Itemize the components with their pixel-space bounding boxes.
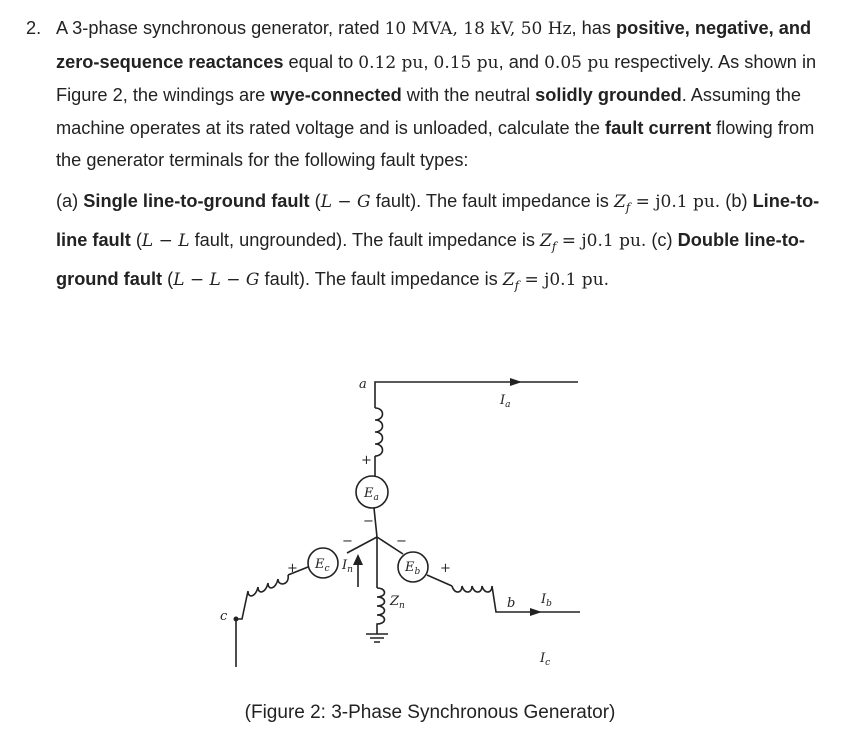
zf-sub: f xyxy=(625,200,631,215)
node-a-label: a xyxy=(359,377,367,392)
label-ib xyxy=(540,592,552,609)
eb-main: E xyxy=(405,560,415,575)
node-b-label: b xyxy=(507,596,516,611)
label-eb xyxy=(404,560,421,577)
rating: 10 MVA, 18 kV, 50 Hz xyxy=(384,19,572,39)
zf-symbol: Z xyxy=(540,230,552,251)
bold-dlg: Double line-to-ground fault xyxy=(56,229,805,289)
zn-main: Z xyxy=(390,594,400,609)
ea-sub: a xyxy=(373,493,379,503)
zf-sub: f xyxy=(551,239,557,254)
zn-sub: n xyxy=(399,601,405,611)
label-ic xyxy=(539,651,550,667)
text: , has xyxy=(571,18,617,38)
text: , and xyxy=(498,51,545,72)
in-sub: n xyxy=(347,565,353,575)
label-in xyxy=(341,558,353,575)
arrow-ia xyxy=(510,378,522,386)
eb-plus: + xyxy=(440,561,451,576)
label-ea xyxy=(363,486,379,503)
ea-plus: + xyxy=(361,453,372,468)
wire-ea-neutral xyxy=(374,508,377,537)
fault-type-a: L − G xyxy=(320,191,371,212)
ground-symbol xyxy=(366,634,388,642)
label-ia xyxy=(499,393,511,410)
zf-value: = j0.1 pu. xyxy=(630,191,721,212)
bold-wye: wye-connected xyxy=(270,85,402,105)
zero-seq-value: 0.05 pu xyxy=(544,52,610,73)
ea-minus: − xyxy=(363,514,374,529)
ec-plus: + xyxy=(287,561,298,576)
zf-symbol: Z xyxy=(613,191,626,212)
text: ( xyxy=(130,229,142,250)
bold-ll: Line-to-line fault xyxy=(56,190,820,250)
ea-main: E xyxy=(364,486,374,501)
bold-slg: Single line-to-ground fault xyxy=(83,190,310,211)
ia-sub: a xyxy=(505,400,511,410)
zf-value: = j0.1 pu. xyxy=(556,230,647,251)
text: ( xyxy=(309,190,321,211)
bold-fault-current: fault current xyxy=(605,117,712,138)
eb-sub: b xyxy=(414,567,421,577)
text: equal to xyxy=(283,51,359,72)
node-c-label: c xyxy=(220,609,228,624)
wire-a xyxy=(375,382,578,408)
figure-caption: (Figure 2: 3-Phase Synchronous Generator) xyxy=(244,702,616,723)
arrow-ib xyxy=(530,608,542,616)
zf-sub: f xyxy=(514,278,520,293)
ec-minus: − xyxy=(342,534,353,549)
coil-c xyxy=(236,575,288,667)
problem-paragraph-1 xyxy=(56,12,826,177)
generator-figure xyxy=(220,372,600,667)
ib-sub: b xyxy=(546,599,552,609)
coil-zn xyxy=(377,588,385,634)
text: with the neutral xyxy=(401,85,536,105)
text: (c) xyxy=(646,229,678,250)
text: . Assuming the machine operates at its rated voltage and is unloaded, calculate the xyxy=(56,85,801,138)
positive-seq-value: 0.12 pu xyxy=(358,52,424,73)
text: fault). The fault impedance is xyxy=(259,268,503,289)
problem-statement xyxy=(26,12,826,302)
label-ec xyxy=(314,557,330,574)
zf-value: = j0.1 pu. xyxy=(519,269,610,290)
text: , xyxy=(423,51,434,72)
problem-number: 2. xyxy=(26,18,42,38)
node-c-dot xyxy=(234,617,239,622)
fault-type-b: L − L xyxy=(141,230,190,251)
text: flowing from the generator terminals for the following fault types: xyxy=(56,117,815,170)
ic-sub: c xyxy=(545,658,551,667)
text: (b) xyxy=(720,190,753,211)
bold-grounded: solidly grounded xyxy=(535,85,682,105)
text: (a) xyxy=(56,190,84,211)
text: respectively. As shown in Figure 2, the windings are xyxy=(56,51,817,105)
fault-type-c: L − L − G xyxy=(173,269,260,290)
coil-a xyxy=(375,408,383,456)
problem-paragraph-2 xyxy=(56,185,826,302)
ib-main: I xyxy=(541,592,547,607)
in-main: I xyxy=(342,558,348,573)
ia-main: I xyxy=(500,393,506,408)
negative-seq-value: 0.15 pu xyxy=(433,52,499,73)
arrow-in xyxy=(353,554,363,565)
bold-reactances: positive, negative, and zero-sequence reactances xyxy=(56,18,812,72)
text: fault, ungrounded). The fault impedance is xyxy=(189,229,541,250)
label-zn xyxy=(389,594,405,611)
ic-main: I xyxy=(540,651,546,666)
text: fault). The fault impedance is xyxy=(370,190,614,211)
eb-minus: − xyxy=(396,534,407,549)
zf-symbol: Z xyxy=(502,269,515,290)
ec-sub: c xyxy=(324,564,330,574)
coil-b xyxy=(452,586,580,612)
ec-main: E xyxy=(315,557,325,572)
text: ( xyxy=(162,268,174,289)
wire-eb-coil xyxy=(427,575,452,586)
text: A 3-phase synchronous generator, rated xyxy=(56,18,385,38)
